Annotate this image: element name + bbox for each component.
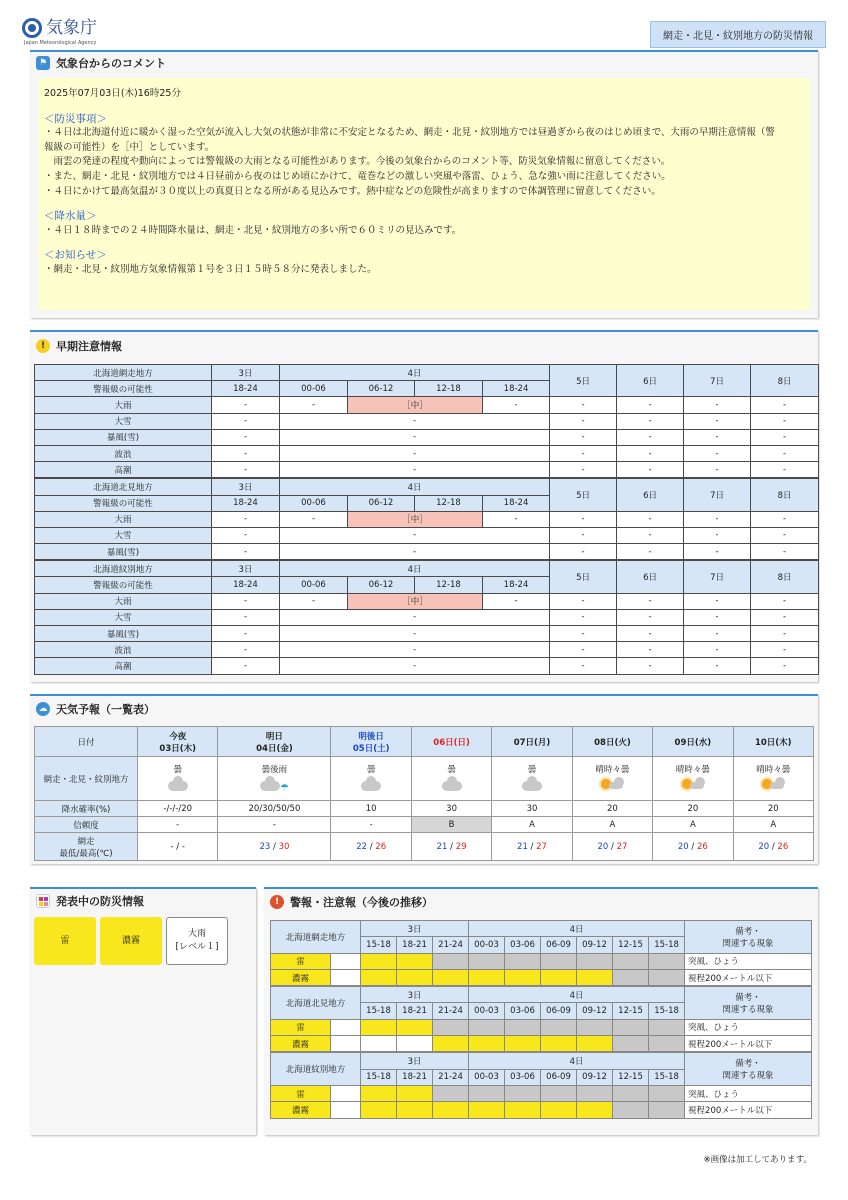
table-row: 波浪 - - - - - -	[35, 445, 819, 461]
reliability-cell: -	[138, 817, 218, 833]
weather-cell: 曇	[411, 757, 491, 801]
slot-header: 15-18	[649, 1003, 685, 1019]
temp-cell: 23 / 30	[218, 833, 331, 861]
table-row: 波浪 - - - - - -	[35, 642, 819, 658]
temp-cell: 20 / 26	[653, 833, 733, 861]
logo-subtitle: Japan Meteorological Agency	[24, 40, 97, 46]
day-header: 6日	[617, 561, 684, 593]
slot-header: 00-03	[469, 1003, 505, 1019]
slot-header: 12-15	[613, 937, 649, 953]
note-cell: 視程200メートル以下	[685, 1036, 812, 1052]
cloud-icon	[442, 781, 462, 791]
weather-icon: ☁	[36, 702, 50, 716]
comment-line: 雨雲の発達の程度や動向によっては警報級の大雨となる可能性があります。今後の気象台からのコメント等、防災気象情報に留意してください。	[44, 156, 671, 168]
table-row: 大雨 - - ［中］ - - - - -	[35, 397, 819, 413]
day-header: 5日	[550, 365, 617, 397]
area-label: 網走・北見・紋別地方	[35, 757, 138, 801]
tile-thunder[interactable]: 雷	[34, 917, 96, 965]
slot-header: 21-24	[433, 1003, 469, 1019]
pop-cell: 30	[411, 801, 491, 817]
section-heading-rainfall: ＜降水量＞	[44, 210, 97, 223]
table-row	[271, 969, 812, 985]
table-row: 高潮 - - - - - -	[35, 658, 819, 674]
phenomenon-label: 大雪	[35, 527, 212, 543]
day-header: 7日	[684, 365, 751, 397]
note-header: 備考・ 関連する現象	[685, 987, 812, 1020]
forecast-day-header: 08日(火)	[572, 727, 652, 757]
forecast-day-header: 07日(月)	[492, 727, 572, 757]
slot-header: 09-12	[577, 937, 613, 953]
cloud-icon	[260, 781, 280, 791]
possibility-label: 警報級の可能性	[35, 495, 212, 511]
phenomenon-label: 大雨	[35, 511, 212, 527]
tile-heavy-rain[interactable]: 大雨 [レベル１]	[166, 917, 228, 965]
page-title: 網走・北見・紋別地方の防災情報	[650, 21, 826, 48]
forecast-panel	[30, 694, 818, 864]
phenomenon-label: 大雪	[35, 413, 212, 429]
umbrella-icon: ☂	[279, 782, 289, 794]
region-name: 北海道北見地方	[271, 987, 361, 1020]
note-cell: 視程200メートル以下	[685, 969, 812, 985]
forecast-day-header: 10日(木)	[733, 727, 813, 757]
slot-header: 12-15	[613, 1069, 649, 1085]
table-row	[271, 953, 812, 969]
logo-text: 気象庁	[46, 17, 97, 38]
possibility-mid: ［中］	[348, 511, 483, 527]
pop-cell: 10	[331, 801, 411, 817]
active-info-panel	[30, 887, 256, 1135]
slot-header: 18-21	[397, 1069, 433, 1085]
table-row: 大雪 - - - - - -	[35, 609, 819, 625]
warn-table-2: 北海道紋別地方 3日 4日 備考・ 関連する現象 15-18 18-21 21-24 00-03 03-06 06-09 09-12 12-15 15-18 雷 突風、ひょう 濃霧 視程200メートル以下	[270, 1052, 812, 1118]
comment-line: ・また、網走・北見・紋別地方では４日昼前から夜のはじめ頃にかけて、竜巻などの激しい突風や落雷、ひょう、急な強い雨に注意してください。	[44, 170, 671, 182]
slot-header: 15-18	[361, 1069, 397, 1085]
table-row: 暴風(雪) - - - - - -	[35, 429, 819, 445]
early-table-0: 北海道網走地方 3日 4日 5日 6日 7日 8日 警報級の可能性 18-24 00-06 06-12 12-18 18-24 大雨 - - ［中］ - - - - - 大雪 - - - - - - 暴風(雪) - - - - - - 波浪 - - - - - - 高潮 - - - - - -	[34, 364, 819, 478]
day-header: 7日	[684, 561, 751, 593]
slot-header: 00-06	[280, 577, 348, 593]
cloud-icon	[522, 781, 542, 791]
table-row: 大雪 - - - - - -	[35, 527, 819, 543]
region-name: 北海道紋別地方	[35, 561, 212, 577]
slot-header: 03-06	[505, 1069, 541, 1085]
phenomenon-label: 大雨	[35, 397, 212, 413]
comment-title: 気象台からのコメント	[56, 57, 166, 70]
temp-cell: 21 / 27	[492, 833, 572, 861]
table-row	[271, 1036, 812, 1052]
day-header: 5日	[550, 561, 617, 593]
reliability-cell: A	[653, 817, 733, 833]
cloud-icon	[690, 782, 704, 789]
slot-header: 09-12	[577, 1069, 613, 1085]
slot-header: 12-18	[415, 381, 483, 397]
temp-cell: 21 / 29	[411, 833, 491, 861]
jma-logo-icon	[22, 18, 42, 38]
comment-datetime: 2025年07月03日(木)16時25分	[44, 88, 181, 99]
slot-header: 00-06	[280, 381, 348, 397]
note-header: 備考・ 関連する現象	[685, 921, 812, 954]
forecast-day-header: 今夜 03日(木)	[138, 727, 218, 757]
page-header	[22, 18, 826, 48]
warning-type-label: 雷	[271, 1085, 331, 1101]
warning-type-label: 雷	[271, 1019, 331, 1035]
table-row: 暴風(雪) - - - - - -	[35, 626, 819, 642]
slot-header: 18-24	[212, 381, 280, 397]
comment-line: ・４日は北海道付近に暖かく湿った空気が流入し大気の状態が非常に不安定となるため、網走・北見・紋別地方では昼過ぎから夜のはじめ頃まで、大雨の早期注意情報（警	[44, 127, 775, 139]
warning-type-label: 濃霧	[271, 969, 331, 985]
jma-logo[interactable]	[22, 18, 97, 38]
day-header: 7日	[684, 479, 751, 511]
phenomenon-label: 暴風(雪)	[35, 626, 212, 642]
slot-header: 12-18	[415, 495, 483, 511]
forecast-title: 天気予報（一覧表）	[56, 703, 155, 716]
phenomenon-label: 高潮	[35, 658, 212, 674]
pop-label: 降水確率(%)	[35, 801, 138, 817]
table-row	[271, 1019, 812, 1035]
weather-cell: 曇	[331, 757, 411, 801]
slot-header: 18-24	[483, 495, 550, 511]
slot-header: 06-12	[348, 577, 415, 593]
warning-trend-panel	[264, 887, 818, 1135]
cloud-icon	[168, 781, 188, 791]
reliability-cell: B	[411, 817, 491, 833]
temp-cell: 20 / 27	[572, 833, 652, 861]
table-row: 大雨 - - ［中］ - - - - -	[35, 593, 819, 609]
table-row	[271, 1085, 812, 1101]
reliability-cell: A	[572, 817, 652, 833]
phenomenon-label: 暴風(雪)	[35, 429, 212, 445]
slot-header: 12-18	[415, 577, 483, 593]
phenomenon-label: 波浪	[35, 445, 212, 461]
forecast-table	[34, 726, 814, 861]
warn-title: 警報・注意報（今後の推移）	[290, 896, 433, 909]
slot-header: 06-12	[348, 381, 415, 397]
early-table-2: 北海道紋別地方 3日 4日 5日 6日 7日 8日 警報級の可能性 18-24 00-06 06-12 12-18 18-24 大雨 - - ［中］ - - - - - 大雪 - - - - - - 暴風(雪) - - - - - - 波浪 - - - - - - 高潮 - - - - - -	[34, 560, 819, 674]
pop-cell: 20	[653, 801, 733, 817]
weather-cell: 晴時々曇	[733, 757, 813, 801]
note-cell: 突風、ひょう	[685, 1085, 812, 1101]
weather-cell: 曇	[492, 757, 572, 801]
table-row	[271, 1102, 812, 1118]
note-cell: 突風、ひょう	[685, 953, 812, 969]
pop-cell: 20	[733, 801, 813, 817]
slot-header: 15-18	[361, 937, 397, 953]
region-name: 北海道網走地方	[271, 921, 361, 954]
comment-line: ・４日にかけて最高気温が３０度以上の真夏日となる所がある見込みです。熱中症などの危険性が高まりますので体調管理に留意してください。	[44, 185, 661, 197]
weather-cell: 晴時々曇	[653, 757, 733, 801]
comment-body	[38, 78, 810, 310]
possibility-mid: ［中］	[348, 397, 483, 413]
comment-line: ・網走・北見・紋別地方気象情報第１号を３日１５時５８分に発表しました。	[44, 263, 377, 275]
early-warning-tables	[34, 364, 814, 675]
temp-label: 網走 最低/最高(℃)	[35, 833, 138, 861]
cloud-icon	[609, 782, 623, 789]
day-header: 6日	[617, 365, 684, 397]
table-row: 暴風(雪) - - - - - -	[35, 544, 819, 560]
alert-icon: !	[270, 895, 284, 909]
forecast-day-header: 06日(日)	[411, 727, 491, 757]
date-label: 日付	[35, 727, 138, 757]
temp-cell: - / -	[138, 833, 218, 861]
pop-cell: 20	[572, 801, 652, 817]
warning-trend-tables	[270, 920, 812, 1119]
early-title: 早期注意情報	[56, 340, 122, 353]
tile-fog[interactable]: 濃霧	[100, 917, 162, 965]
warn-table-1: 北海道北見地方 3日 4日 備考・ 関連する現象 15-18 18-21 21-24 00-03 03-06 06-09 09-12 12-15 15-18 雷 突風、ひょう 濃霧 視程200メートル以下	[270, 986, 812, 1052]
slot-header: 18-24	[212, 495, 280, 511]
day-header: 5日	[550, 479, 617, 511]
early-table-1: 北海道北見地方 3日 4日 5日 6日 7日 8日 警報級の可能性 18-24 00-06 06-12 12-18 18-24 大雨 - - ［中］ - - - - - 大雪 - - - - - - 暴風(雪) - - - - - -	[34, 478, 819, 560]
temp-cell: 20 / 26	[733, 833, 813, 861]
slot-header: 00-03	[469, 937, 505, 953]
reliability-cell: -	[331, 817, 411, 833]
table-row: 大雪 - - - - - -	[35, 413, 819, 429]
early-warning-panel	[30, 330, 818, 682]
warning-icon: !	[36, 339, 50, 353]
table-row: 大雨 - - ［中］ - - - - -	[35, 511, 819, 527]
warning-type-label: 濃霧	[271, 1102, 331, 1118]
reliability-cell: -	[218, 817, 331, 833]
reliability-cell: A	[733, 817, 813, 833]
slot-header: 03-06	[505, 1003, 541, 1019]
table-row: 高潮 - - - - - -	[35, 462, 819, 478]
footnote: ※画像は加工してあります。	[703, 1155, 812, 1165]
forecast-day-header: 明後日 05日(土)	[331, 727, 411, 757]
reliability-label: 信頼度	[35, 817, 138, 833]
slot-header: 06-09	[541, 937, 577, 953]
slot-header: 18-24	[483, 577, 550, 593]
phenomenon-label: 高潮	[35, 462, 212, 478]
comment-panel	[30, 50, 818, 318]
slot-header: 06-09	[541, 1003, 577, 1019]
phenomenon-label: 暴風(雪)	[35, 544, 212, 560]
reliability-cell: A	[492, 817, 572, 833]
active-title: 発表中の防災情報	[56, 895, 144, 908]
temp-cell: 22 / 26	[331, 833, 411, 861]
pop-cell: 30	[492, 801, 572, 817]
possibility-mid: ［中］	[348, 593, 483, 609]
slot-header: 00-03	[469, 1069, 505, 1085]
possibility-label: 警報級の可能性	[35, 381, 212, 397]
slot-header: 12-15	[613, 1003, 649, 1019]
cloud-icon	[361, 781, 381, 791]
forecast-day-header: 09日(水)	[653, 727, 733, 757]
weather-cell: 晴時々曇	[572, 757, 652, 801]
comment-line: 報級の可能性）を［中］としています。	[44, 141, 215, 153]
day-header: 6日	[617, 479, 684, 511]
slot-header: 21-24	[433, 1069, 469, 1085]
phenomenon-label: 波浪	[35, 642, 212, 658]
grid-icon	[36, 894, 50, 908]
slot-header: 18-21	[397, 1003, 433, 1019]
slot-header: 15-18	[649, 937, 685, 953]
region-name: 北海道北見地方	[35, 479, 212, 495]
slot-header: 15-18	[649, 1069, 685, 1085]
section-heading-notice: ＜お知らせ＞	[44, 249, 107, 262]
phenomenon-label: 大雨	[35, 593, 212, 609]
region-name: 北海道網走地方	[35, 365, 212, 381]
section-heading-bousai: ＜防災事項＞	[44, 112, 107, 125]
flag-icon: ⚑	[36, 56, 50, 70]
slot-header: 18-21	[397, 937, 433, 953]
note-header: 備考・ 関連する現象	[685, 1053, 812, 1086]
note-cell: 視程200メートル以下	[685, 1102, 812, 1118]
slot-header: 18-24	[483, 381, 550, 397]
cloud-icon	[770, 782, 784, 789]
forecast-day-header: 明日 04日(金)	[218, 727, 331, 757]
warn-table-0: 北海道網走地方 3日 4日 備考・ 関連する現象 15-18 18-21 21-24 00-03 03-06 06-09 09-12 12-15 15-18 雷 突風、ひょう 濃霧 視程200メートル以下	[270, 920, 812, 986]
slot-header: 03-06	[505, 937, 541, 953]
pop-cell: 20/30/50/50	[218, 801, 331, 817]
slot-header: 09-12	[577, 1003, 613, 1019]
slot-header: 15-18	[361, 1003, 397, 1019]
day-header: 8日	[751, 365, 819, 397]
pop-cell: -/-/-/20	[138, 801, 218, 817]
comment-line: ・４日１８時までの２４時間降水量は、網走・北見・紋別地方の多い所で６０ミリの見込みです。	[44, 224, 462, 236]
weather-cell: 曇	[138, 757, 218, 801]
warning-type-label: 濃霧	[271, 1036, 331, 1052]
day-header: 8日	[751, 479, 819, 511]
slot-header: 18-24	[212, 577, 280, 593]
weather-cell: 曇後雨 ☂	[218, 757, 331, 801]
phenomenon-label: 大雪	[35, 609, 212, 625]
slot-header: 06-12	[348, 495, 415, 511]
slot-header: 00-06	[280, 495, 348, 511]
region-name: 北海道紋別地方	[271, 1053, 361, 1086]
slot-header: 06-09	[541, 1069, 577, 1085]
day-header: 8日	[751, 561, 819, 593]
slot-header: 21-24	[433, 937, 469, 953]
note-cell: 突風、ひょう	[685, 1019, 812, 1035]
warning-type-label: 雷	[271, 953, 331, 969]
possibility-label: 警報級の可能性	[35, 577, 212, 593]
